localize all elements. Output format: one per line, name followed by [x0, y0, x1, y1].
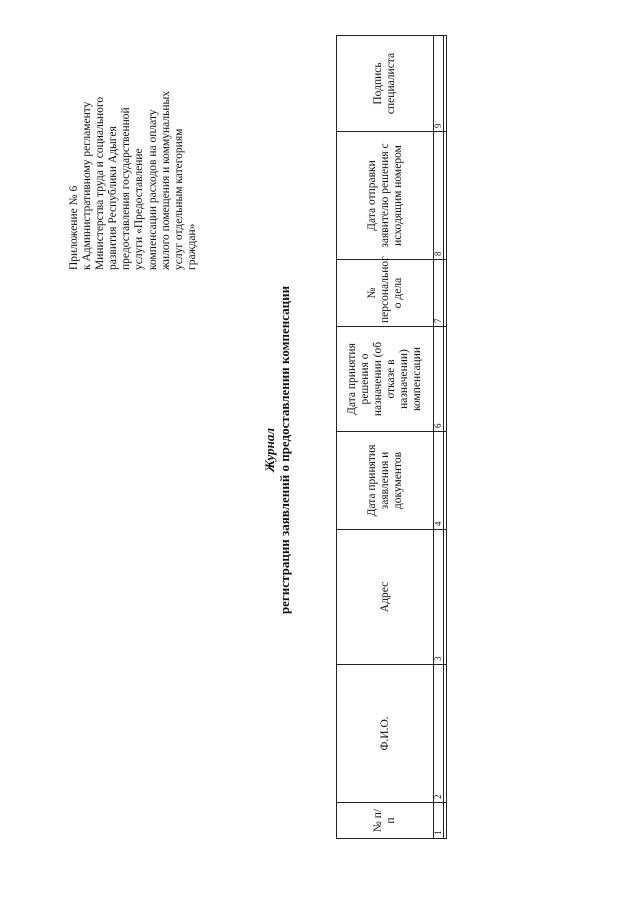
- appendix-note: [68, 55, 199, 270]
- empty-cell[interactable]: [444, 327, 447, 432]
- appendix-line: к Административному регламенту: [81, 101, 94, 270]
- appendix-line: предоставления государственной: [120, 107, 133, 270]
- empty-cell[interactable]: [444, 432, 447, 530]
- column-number: 4: [434, 432, 444, 530]
- column-number: 6: [434, 327, 444, 432]
- header-full-name: Ф.И.О.: [337, 665, 434, 803]
- column-number: 3: [434, 530, 444, 665]
- appendix-line: услуг отдельным категориям: [172, 128, 185, 270]
- empty-cell[interactable]: [444, 260, 447, 327]
- empty-cell[interactable]: [444, 530, 447, 665]
- header-address: Адрес: [337, 530, 434, 665]
- header-decision-date: Дата принятия решения о назначении (об отказе в назначении) компенсации: [337, 327, 434, 432]
- empty-cell[interactable]: [444, 803, 447, 839]
- appendix-line: Приложение № 6: [68, 185, 80, 270]
- journal-table: [336, 35, 447, 839]
- column-number: 8: [434, 132, 444, 260]
- journal-title-main: Журнал: [262, 427, 277, 473]
- journal-title: [262, 240, 292, 660]
- column-number: 9: [434, 36, 444, 132]
- empty-cell[interactable]: [444, 36, 447, 132]
- column-number: 7: [434, 260, 444, 327]
- header-application-date: Дата принятия заявления и документов: [337, 432, 434, 530]
- empty-cell[interactable]: [444, 132, 447, 260]
- empty-cell[interactable]: [444, 665, 447, 803]
- journal-title-sub: регистрации заявлений о предоставлении компенсации: [277, 285, 292, 615]
- appendix-line: Министерства труда и социального: [94, 96, 107, 270]
- column-number: 1: [434, 803, 444, 839]
- appendix-line: развития Республики Адыгея: [107, 126, 120, 270]
- appendix-line: жилого помещения и коммунальных: [159, 91, 172, 270]
- column-number-row: [434, 36, 444, 839]
- header-sending-date: Дата отправки заявителю решения с исходящим номером: [337, 132, 434, 260]
- header-specialist-signature: Подпись специалиста: [337, 36, 434, 132]
- header-personal-file-number: № персональног о дела: [337, 260, 434, 327]
- header-number: № п/п: [337, 803, 434, 839]
- appendix-line: услуги «Предоставление: [133, 148, 146, 270]
- appendix-line: граждан»: [185, 223, 198, 270]
- appendix-line: компенсации расходов на оплату: [146, 109, 159, 270]
- table-header-row: [337, 36, 434, 839]
- empty-entry-row: [444, 36, 447, 839]
- column-number: 2: [434, 665, 444, 803]
